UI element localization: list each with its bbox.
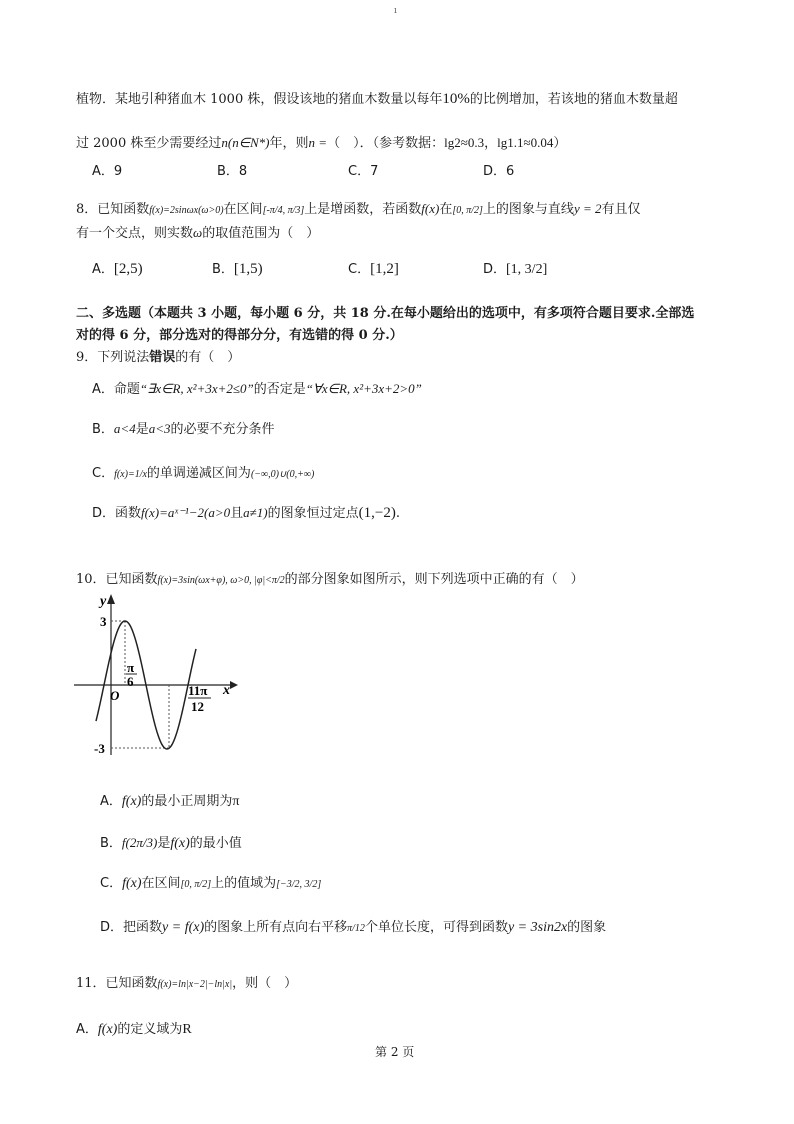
q11-text: 的定义域为 (117, 1022, 183, 1037)
q10-option-label: B． (100, 836, 122, 851)
q9-text: 的否定是 (253, 382, 306, 397)
q10-option-label: C． (100, 876, 123, 891)
q8-text: 有一个交点，则实数 (76, 226, 194, 241)
q8-option-value: [1,2] (370, 261, 399, 277)
q9-option-label: B． (92, 422, 114, 437)
q10-math: y = f(x) (162, 920, 205, 935)
q9-stem (76, 346, 240, 365)
q9-text: 的必要不充分条件 (170, 422, 275, 437)
q10-math: [−3/2, 3/2] (276, 879, 322, 890)
q10-text: 个单位长度，可得到函数 (364, 920, 508, 935)
q8-option-a[interactable] (92, 258, 143, 278)
q10-math: f(2π/3) (121, 835, 158, 850)
q8-text: 有且仅 (601, 202, 641, 217)
q8-omega: ω (193, 225, 203, 240)
q7-condition: n(n∈N*) (221, 135, 270, 150)
q7-option-c[interactable]: C．7 (348, 164, 379, 179)
tick-pi-over-6-label: π (127, 660, 135, 675)
q7-text: 年，则 (269, 136, 309, 151)
q8-text: 在区间 (223, 202, 263, 217)
q9-text: . (395, 506, 400, 521)
q10-math: f(x) (170, 836, 190, 851)
q7-rate: 10% (442, 91, 470, 107)
q7-option-b[interactable]: B．8 (217, 164, 248, 179)
q9-option-b[interactable] (92, 418, 275, 437)
q9-math: (1,−2) (358, 505, 396, 521)
q9-math: a<3 (148, 421, 171, 436)
q8-option-value: [1, 3/2] (506, 262, 548, 277)
q9-option-label: A． (92, 382, 114, 397)
q8-function: f(x)=2sinωx(ω>0) (149, 205, 224, 216)
q7-ref1: lg2≈0.3 (444, 135, 485, 150)
q10-option-a[interactable] (100, 790, 239, 810)
header-mark: ı (394, 6, 397, 16)
q11-option-label: A． (76, 1022, 98, 1037)
origin-label: O (110, 688, 120, 703)
q10-function: f(x)=3sin(ωx+φ), ω>0, |φ|<π/2 (157, 575, 285, 586)
q9-text: 函数 (115, 506, 142, 521)
q10-math: [0, π/2] (180, 879, 212, 890)
q8-line-eq: y = 2 (573, 201, 602, 216)
q9-option-d[interactable] (92, 502, 400, 522)
q8-line2 (76, 222, 319, 241)
q9-option-label: C． (92, 466, 115, 481)
q10-option-b[interactable] (100, 832, 242, 852)
q11-stem (76, 972, 297, 991)
q9-option-a[interactable] (92, 378, 422, 397)
q9-math: “∃x∈R, x²+3x+2≤0” (139, 381, 254, 396)
q11-math: f(x) (97, 1022, 118, 1037)
q9-math: (−∞,0)∪(0,+∞) (250, 469, 315, 480)
q10-option-label: A． (100, 794, 122, 809)
section-2-header-line1: 二、多选题（本题共 3 小题，每小题 6 分，共 18 分.在每小题给出的选项中，有多项符合题目要求.全部选 (76, 306, 695, 321)
q8-interval: [-π/4, π/3] (262, 205, 305, 216)
q9-text: 的有（ ） (175, 350, 241, 365)
q7-text: 过 2000 株至少需要经过 (76, 136, 222, 151)
q9-math: f(x)=1/x (114, 469, 147, 480)
q8-text: 的取值范围为（ ） (202, 226, 320, 241)
q10-text: 10．已知函数 (76, 572, 158, 587)
q9-option-c[interactable] (92, 462, 314, 481)
x-axis-arrow-icon (230, 681, 238, 689)
q10-option-c[interactable] (100, 872, 321, 892)
q8-option-label: D． (483, 262, 507, 277)
q10-text: 的最小正周期为 (141, 794, 233, 809)
y-axis-label: y (100, 594, 107, 609)
q10-math: π (232, 794, 240, 809)
q8-option-label: A． (92, 262, 114, 277)
q10-option-label: D． (100, 920, 124, 935)
x-axis-label: x (223, 683, 230, 698)
y-axis-arrow-icon (107, 594, 115, 604)
q11-text: 11．已知函数 (76, 976, 158, 991)
q8-option-label: C． (348, 262, 371, 277)
y-min-label: -3 (94, 741, 105, 756)
q7-line1 (76, 88, 678, 108)
q10-text: 的图象 (567, 920, 607, 935)
q8-interval2: [0, π/2] (452, 205, 483, 216)
q10-math: y = 3sin2x (507, 920, 568, 935)
q8-line1 (76, 198, 641, 217)
q10-option-d[interactable] (100, 916, 606, 936)
q7-line2 (76, 132, 566, 151)
q7-ref2: lg1.1≈0.04 (497, 135, 554, 150)
q7-text: ， (484, 136, 498, 151)
q7-n: n = (308, 135, 328, 150)
q9-text: 的单调递减区间为 (146, 466, 251, 481)
q8-text: 在 (439, 202, 453, 217)
page-number: 第 2 页 (375, 1045, 415, 1059)
q10-text: 在区间 (141, 876, 181, 891)
q7-text: 植物．某地引种猪血木 1000 株，假设该地的猪血木数量以每年 (76, 92, 443, 107)
q8-option-d[interactable] (483, 258, 547, 278)
q7-option-d[interactable]: D．6 (483, 164, 515, 179)
q8-option-label: B． (212, 262, 234, 277)
q10-text: 的最小值 (189, 836, 242, 851)
q8-text: 上是增函数，若函数 (304, 202, 422, 217)
q9-text: 命题 (113, 382, 140, 397)
q10-math: π/12 (347, 923, 365, 934)
tick-11pi-over-12-label: 11π (188, 683, 208, 698)
q8-option-b[interactable] (212, 258, 263, 278)
q11-math: R (182, 1022, 192, 1037)
q10-text: 是 (157, 836, 171, 851)
section-2-header-line2: 对的得 6 分，部分选对的得部分分，有选错的得 0 分.） (76, 328, 403, 343)
q7-text: 的比例增加，若该地的猪血木数量超 (469, 92, 678, 107)
q9-option-label: D． (92, 506, 116, 521)
q8-option-value: [1,5) (233, 261, 263, 277)
q11-text: ，则（ ） (232, 976, 298, 991)
q9-math: a≠1) (243, 505, 268, 520)
q9-text: 是 (135, 422, 149, 437)
q10-text: 上的值域为 (211, 876, 277, 891)
q10-math: f(x) (122, 876, 142, 891)
y-max-label: 3 (100, 614, 107, 629)
q7-text: （ ）．（参考数据： (327, 136, 445, 151)
q7-option-a[interactable]: A．9 (92, 164, 123, 179)
tick-pi-over-6-denominator: 6 (127, 674, 134, 689)
q8-text: 8．已知函数 (76, 202, 150, 217)
q9-emphasis: 错误 (149, 350, 176, 365)
q9-math: a<4 (113, 421, 136, 436)
q10-math: f(x) (121, 794, 142, 809)
q8-fx: f(x) (421, 201, 440, 216)
q8-option-value: [2,5) (113, 261, 143, 277)
tick-11pi-over-12-denominator: 12 (191, 699, 204, 714)
q8-option-c[interactable] (348, 258, 399, 278)
q10-text: 的部分图象如图所示，则下列选项中正确的有（ ） (284, 572, 584, 587)
q9-math: “∀x∈R, x²+3x+2>0” (305, 381, 422, 396)
q9-text: 且 (230, 506, 244, 521)
q9-text: 9．下列说法 (76, 350, 150, 365)
q10-function-graph (70, 590, 240, 760)
q8-text: 上的图象与直线 (482, 202, 574, 217)
q11-function: f(x)=ln|x−2|−ln|x| (157, 979, 233, 990)
q9-math: f(x)=aˣ⁻¹−2(a>0 (141, 505, 231, 520)
q10-text: 的图象上所有点向右平移 (204, 920, 348, 935)
q9-text: 的图象恒过定点 (267, 506, 359, 521)
q10-text: 把函数 (123, 920, 163, 935)
q11-option-a[interactable] (76, 1018, 192, 1038)
q7-text: ） (553, 136, 567, 151)
q10-stem (76, 568, 584, 587)
